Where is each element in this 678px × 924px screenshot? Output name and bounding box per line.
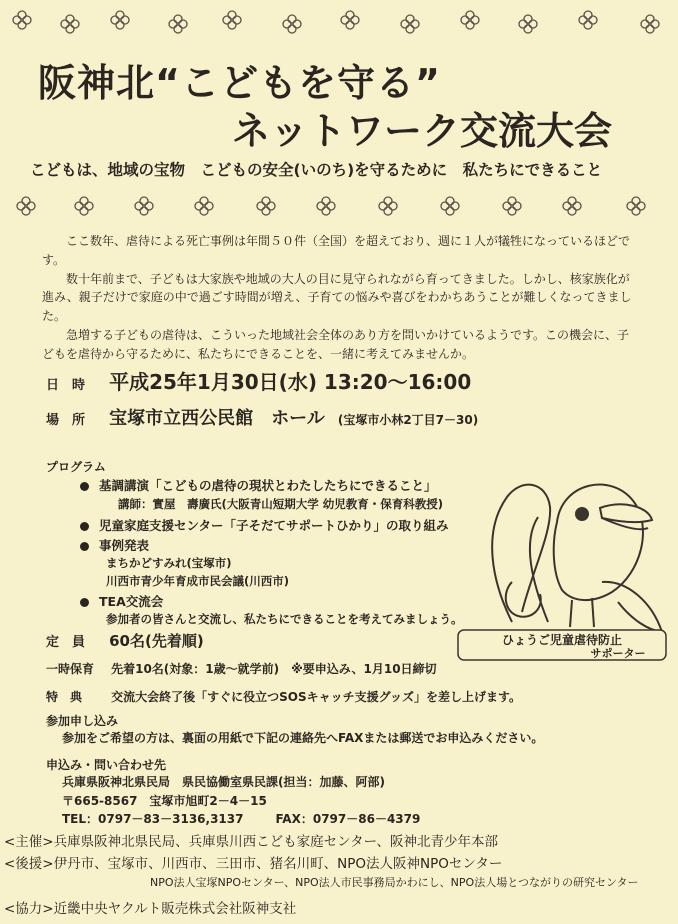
lecturer: 講師：實屋 壽廣氏(大阪青山短期大学 幼児教育・保育科教授) — [118, 497, 444, 511]
gift-value: 交流大会終了後「すぐに役立つSOSキャッチ支援グッズ」を差し上げます。 — [111, 690, 522, 704]
bullet-icon — [80, 598, 89, 607]
flower-border-middle — [0, 192, 678, 222]
venue-label: 場 所 — [46, 413, 86, 428]
bullet-icon — [80, 522, 89, 531]
contact-tel: TEL：0797－83－3136,3137 — [62, 812, 244, 826]
childcare-value: 先着10名(対象：1歳～就学前) ※要申込み、1月10日締切 — [111, 662, 437, 676]
mascot-caption-line1: ひょうご児童虐待防止 — [501, 633, 623, 647]
program-item: 児童家庭支援センター「子そだてサポートひかり」の取り組み — [80, 516, 449, 534]
sponsors-line-2: NPO法人宝塚NPOセンター、NPO法人市民事務局かわにし、NPO法人場とつながりの研究センター — [150, 876, 639, 889]
application-heading: 参加申し込み — [46, 714, 119, 728]
program-item: TEA交流会 — [80, 592, 163, 610]
childcare-row — [46, 658, 437, 677]
contact-heading: 申込み・問い合わせ先 — [46, 758, 167, 772]
sponsors-line-1: <後援>伊丹市、宝塚市、川西市、三田市、猪名川町、NPO法人阪神NPOセンター — [4, 856, 503, 872]
cooperation: <協力>近畿中央ヤクルト販売株式会社阪神支社 — [4, 901, 297, 917]
case-presenter: 川西市青少年育成市民会議(川西市) — [106, 574, 290, 588]
contact-phone-fax — [62, 810, 420, 827]
subtitle: こどもは、地域の宝物 こどもの安全(いのち)を守るために 私たちにできること — [30, 161, 603, 179]
program-heading: プログラム — [46, 460, 106, 474]
date-row — [46, 366, 471, 395]
title-line-2: ネットワーク交流大会 — [232, 109, 613, 153]
flower-border-top — [0, 8, 678, 38]
capacity-row — [46, 630, 204, 651]
mascot-bird-with-ribbon — [452, 462, 672, 662]
venue-row — [46, 404, 478, 430]
program-item: 基調講演「こどもの虐待の現状とわたしたちにできること」 — [80, 476, 437, 494]
capacity-label: 定 員 — [46, 635, 86, 650]
intro-paragraph: 急増する子どもの虐待は、こういった地域社会全体のあり方を問いかけているようです。この機会に、子どもを虐待から守るために、私たちにできることを、一緒に考えてみませんか。 — [42, 327, 630, 361]
capacity-value: 60名(先着順) — [109, 632, 204, 650]
mascot-caption-line2: サポーター — [590, 647, 646, 660]
childcare-label: 一時保育 — [46, 662, 95, 676]
contact-office: 兵庫県阪神北県民局 県民協働室県民課(担当：加藤、阿部) — [62, 775, 385, 789]
title-line-1: 阪神北“こどもを守る” — [38, 61, 441, 105]
intro-paragraph: 数十年前まで、子どもは大家族や地域の大人の目に見守られながら育ってきました。しかし、核家族化が進み、親子だけで家庭の中で過ごす時間が増え、子育ての悩みや喜びをわかちあうことが難しくなってきました。 — [42, 271, 632, 324]
program-item: 事例発表 — [80, 536, 149, 554]
intro-paragraph: ここ数年、虐待による死亡事例は年間５０件（全国）を超えており、週に１人が犠牲になっているほどです。 — [42, 234, 631, 267]
intro-text — [42, 232, 638, 364]
bullet-icon — [80, 482, 89, 491]
tea-description: 参加者の皆さんと交流し、私たちにできることを考えてみましょう。 — [106, 612, 463, 626]
gift-label: 特 典 — [46, 690, 83, 704]
gift-row — [46, 686, 521, 705]
date-label: 日 時 — [46, 378, 86, 393]
organizer: <主催>兵庫県阪神北県民局、兵庫県川西こども家庭センター、阪神北青少年本部 — [4, 834, 499, 850]
application-text: 参加をご希望の方は、裏面の用紙で下記の連絡先へFAXまたは郵送でお申込みください。 — [62, 731, 544, 745]
case-presenter: まちかどすみれ(宝塚市) — [106, 556, 232, 570]
bullet-icon — [80, 542, 89, 551]
contact-address: 〒665-8567 宝塚市旭町2－4－15 — [62, 794, 267, 808]
contact-fax: FAX：0797－86－4379 — [275, 812, 421, 826]
venue-address: (宝塚市小林2丁目7－30) — [337, 413, 479, 427]
venue-value: 宝塚市立西公民館 ホール — [109, 408, 325, 429]
date-value: 平成25年1月30日(水) 13:20～16:00 — [109, 370, 472, 394]
